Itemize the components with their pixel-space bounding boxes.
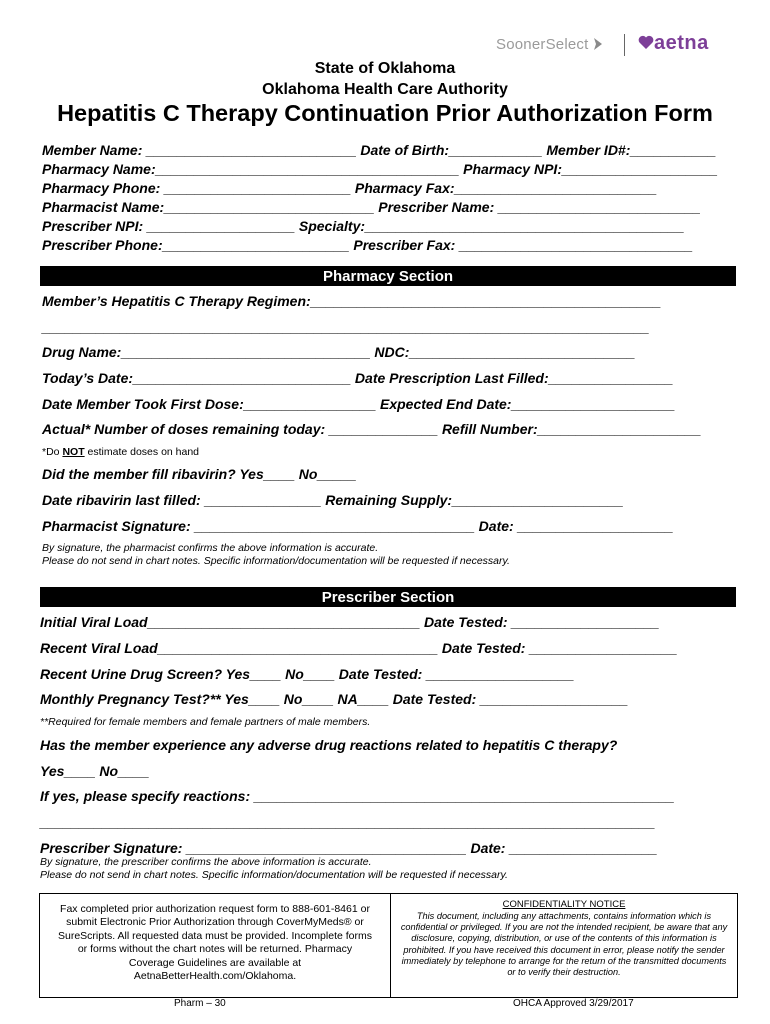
- specify-reactions-field: If yes, please specify reactions: ______________________________________________________: [40, 788, 675, 804]
- regimen-field: Member’s Hepatitis C Therapy Regimen:_____________________________________________: [42, 293, 662, 309]
- authority-heading: Oklahoma Health Care Authority: [262, 81, 508, 98]
- pharmacist-note: Please do not send in chart notes. Specific information/documentation will be requested if necessary.: [42, 555, 510, 567]
- member-info-line: Pharmacy Phone: ________________________ Pharmacy Fax:__________________________: [42, 180, 657, 196]
- member-info-line: Pharmacy Name:_______________________________________ Pharmacy NPI:____________________: [42, 161, 718, 177]
- pregnancy-note: **Required for female members and female partners of male members.: [40, 716, 371, 728]
- confidentiality-text: This document, including any attachments, contains information which is confidential or privileged. If you are not the intended recipient, be aware that any disclosure, copying, distribution, or use of the contents of this information is prohibited. If you have received this document in error, please notify the sender immediately by telephone to arrange for the return of the transmitted documents or to verify their destruction.: [400, 911, 728, 978]
- approval-date: OHCA Approved 3/29/2017: [513, 998, 634, 1009]
- drug-name-field: Drug Name:________________________________ NDC:_____________________________: [42, 344, 636, 360]
- adverse-reaction-question: Has the member experience any adverse drug reactions related to hepatitis C therapy?: [40, 737, 618, 753]
- form-title: Hepatitis C Therapy Continuation Prior Authorization Form: [57, 100, 713, 126]
- fax-instructions-text: Fax completed prior authorization request form to 888-601-8461 or submit Electronic Prior Authorization through CoverMyMeds® or SureScripts. All requested data must be provided. Incomplete forms or forms without the chart notes will be returned. Pharmacy Coverage Guidelines are available at AetnaBetterHealth.com/Oklahoma.: [58, 903, 372, 983]
- logo-divider: [624, 34, 625, 56]
- pharmacy-section-header: Pharmacy Section: [40, 266, 736, 286]
- initial-viral-field: Initial Viral Load___________________________________ Date Tested: ___________________: [40, 614, 660, 630]
- pharmacist-note: By signature, the pharmacist confirms the above information is accurate.: [42, 542, 379, 554]
- pharmacist-signature-field: Pharmacist Signature: ____________________________________ Date: ____________________: [42, 518, 674, 534]
- adverse-yes-no: Yes____ No____: [40, 763, 150, 779]
- aetna-logo: aetna: [638, 32, 709, 55]
- ribavirin-fill-field: Did the member fill ribavirin? Yes____ No_____: [42, 466, 357, 482]
- page-number: Pharm – 30: [174, 998, 226, 1009]
- doses-remaining-field: Actual* Number of doses remaining today: ______________ Refill Number:_____________________: [42, 421, 702, 437]
- confidentiality-title: CONFIDENTIALITY NOTICE: [502, 899, 626, 910]
- todays-date-field: Today’s Date:____________________________ Date Prescription Last Filled:________________: [42, 370, 674, 386]
- prescriber-note: By signature, the prescriber confirms the above information is accurate.: [40, 856, 372, 868]
- member-info-line: Prescriber Phone:________________________ Prescriber Fax: ______________________________: [42, 237, 693, 253]
- fax-instructions-box: [39, 893, 391, 998]
- recent-viral-field: Recent Viral Load____________________________________ Date Tested: ___________________: [40, 640, 678, 656]
- confidentiality-box: [390, 893, 738, 998]
- estimate-note: *Do NOT estimate doses on hand: [42, 446, 200, 458]
- urine-screen-field: Recent Urine Drug Screen? Yes____ No____ Date Tested: ___________________: [40, 666, 575, 682]
- state-heading: State of Oklahoma: [314, 60, 456, 77]
- pregnancy-test-field: Monthly Pregnancy Test?** Yes____ No____ NA____ Date Tested: ___________________: [40, 691, 629, 707]
- prescriber-section-header: Prescriber Section: [40, 587, 736, 607]
- heart-icon: [638, 35, 654, 50]
- member-info-line: Member Name: ___________________________ Date of Birth:____________ Member ID#:___________: [42, 142, 717, 158]
- prescriber-note: Please do not send in chart notes. Specific information/documentation will be requested if necessary.: [40, 869, 508, 881]
- member-info-line: Prescriber NPI: ___________________ Specialty:_________________________________________: [42, 218, 685, 234]
- chevron-logo-icon: [593, 38, 603, 50]
- ribavirin-last-field: Date ribavirin last filled: _______________ Remaining Supply:______________________: [42, 492, 624, 508]
- specify-reactions-line2: _______________________________________________________________________________: [40, 814, 656, 830]
- prescriber-signature-field: Prescriber Signature: ____________________________________ Date: ___________________: [40, 840, 658, 856]
- soonerselect-logo: SoonerSelect: [496, 36, 603, 53]
- member-info-line: Pharmacist Name:___________________________ Prescriber Name: __________________________: [42, 199, 701, 215]
- regimen-field-line2: ______________________________________________________________________________: [42, 319, 650, 335]
- first-dose-field: Date Member Took First Dose:_________________ Expected End Date:_____________________: [42, 396, 675, 412]
